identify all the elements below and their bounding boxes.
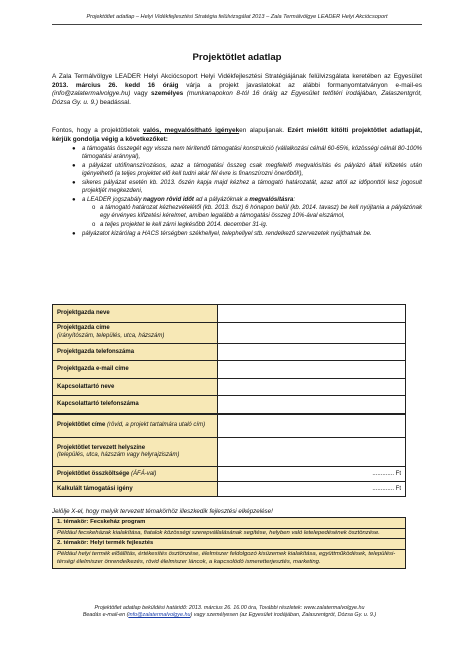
page-title: Projektötlet adatlap: [192, 52, 282, 63]
intro-text: beadással.: [98, 98, 131, 106]
contact-name-field[interactable]: [218, 378, 406, 396]
project-owner-form: [52, 304, 406, 414]
intro-email: (info@zalatermalvolgye.hu): [52, 90, 131, 98]
label-text: Projektötlet összköltsége: [57, 471, 130, 477]
list-item: [52, 145, 422, 161]
criteria-emphasis: megvalósításra: [249, 196, 294, 203]
table-row: [53, 361, 406, 379]
topic-table: [52, 517, 406, 569]
form-label: [53, 482, 218, 497]
field-value: ............. Ft: [372, 486, 401, 492]
bullet-icon: ●: [72, 230, 76, 237]
topic-title: 2. témakör: Helyi termék fejlesztés: [53, 539, 406, 550]
intro-office-hours: (munkanapokon 8-tól 16 óráig az Egyesület tetőtéri irodájában, Zalaszentgrót, Dózsa Gy. u. 9.): [52, 90, 423, 106]
list-item: [52, 162, 422, 178]
intro-text: várja a projekt javaslatokat az alábbi formanyomtatványon e-mail-es: [178, 81, 422, 89]
topic-description: Például fecskeházak kialakítása, fiatalok közösségi szerepvállalásának segítése, helyben való letelepedésének ösztönzése.: [53, 528, 406, 539]
table-row: [53, 415, 406, 438]
table-row[interactable]: [53, 518, 406, 529]
label-text: Kapcsolattartó neve: [57, 383, 115, 390]
subcriteria-text: a teljes projektet le kell zárni legkésőbb 2014. december 31-ig.: [100, 221, 268, 228]
footer-text: ) vagy személyesen (az Egyesület irodájában, Zalaszentgrót, Dózsa Gy. u. 9.): [190, 612, 377, 619]
form-label: [53, 467, 218, 482]
page-header: Projektötlet adatlap – Helyi Vidékfejlesztési Stratégia felülvizsgálat 2013 – Zala Termálvölgye LEADER Helyi Akciócsoport: [86, 14, 388, 20]
label-text: Projektgazda telefonszáma: [57, 348, 135, 355]
deadline-text: 2013. március 26. kedd 16 óráig: [52, 81, 179, 89]
footer-line: Projektötlet adatlap beküldési határidő: 2013. március 26. 16.00 óra, További részletek: www.zalatermalvolgye.hu: [94, 605, 365, 611]
list-item: [82, 221, 422, 229]
form-label: [53, 343, 218, 361]
table-row[interactable]: [53, 539, 406, 550]
project-details-form: [52, 414, 406, 497]
form-label: [53, 361, 218, 379]
intro-personal: személyes: [151, 90, 184, 98]
table-row: [53, 438, 406, 467]
list-item: [52, 179, 422, 195]
bullet-icon: ●: [72, 179, 76, 186]
project-location-field[interactable]: [218, 438, 406, 467]
form-label: [53, 396, 218, 414]
criteria-text: a LEADER jogszabály: [82, 196, 144, 203]
bullet-icon: ●: [72, 196, 76, 203]
criteria-text: a pályázat utófinanszírozásos, azaz a támogatási összeg csak megfelelő megvalósítás és pályázó általi kifizetés után igényelhető (a teljes projektet elő kell tudni akár fél évre is finanszírozni önerőből!),: [82, 162, 422, 178]
table-row: [53, 305, 406, 323]
circle-bullet-icon: o: [92, 221, 96, 228]
criteria-text: sikeres pályázat esetén kb. 2013. őszén kapja majd kézhez a támogató határozatát, azaz attól az időponttól lesz jogosult projektjét megkezdeni,: [82, 179, 422, 195]
label-subtext: (rövid, a projekt tartalmára utaló cím): [107, 422, 206, 429]
owner-name-field[interactable]: [218, 305, 406, 323]
list-item: [52, 230, 422, 238]
table-row: [53, 322, 406, 343]
label-text: Projektötlet tervezett helyszíne: [57, 444, 146, 451]
table-row: [53, 467, 406, 482]
intro2-emphasis: valós, megvalósítható igények: [142, 127, 240, 134]
topic-instruction: Jelölje X-el, hogy melyik tervezett témakörhöz illeszkedik fejlesztési elképzelése!: [52, 508, 273, 515]
label-text: Projektgazda címe: [57, 325, 110, 331]
topic-description: Például helyi termék előállítás, értékesítés ösztönzése, élelmiszer feldolgozó kisüzemek kialakítása, együttműködések, települési-térségi élelmiszer önrendelkezés, rövid élelmiszer láncok, a kapcsolódó ismeretterjesztés, marketing.: [53, 550, 406, 568]
bullet-icon: ●: [72, 162, 76, 169]
owner-email-field[interactable]: [218, 361, 406, 379]
label-text: Projektgazda neve: [57, 310, 110, 317]
criteria-text: ad a pályázóknak a: [193, 196, 250, 203]
table-row: [53, 378, 406, 396]
table-row: [53, 396, 406, 414]
field-value: ............. Ft: [372, 471, 401, 477]
form-label: [53, 322, 218, 343]
intro2-text: Fontos, hogy a projektötletek: [52, 127, 143, 134]
intro-paragraph: [52, 73, 422, 107]
label-subtext: (település, utca, házszám vagy helyrajziszám): [57, 452, 180, 458]
footer-email-link[interactable]: info@zalatermalvolgye.hu: [128, 612, 191, 619]
list-item: [52, 196, 422, 229]
intro2-text: en alapuljanak.: [239, 127, 288, 134]
list-item: [82, 204, 422, 220]
table-row: [53, 550, 406, 568]
intro2-bold: Ezért mielőtt kitölti projektötlet adatlapját, kérjük gondolja végig a következőket:: [52, 127, 422, 143]
label-text: Kalkulált támogatási igény: [57, 486, 133, 492]
intro-text: A Zala Termálvölgye LEADER Helyi Akciócsoport Helyi Vidékfejlesztési Stratégiájának felülvizsgálata keretében az Egyesület: [52, 73, 422, 80]
criteria-text: pályázatot kizárólag a HACS térségben székhellyel, telephellyel stb. rendelkező szervezetek nyújthatnak be.: [82, 230, 372, 237]
sub-criteria-list: [82, 204, 422, 229]
form-label: [53, 378, 218, 396]
owner-phone-field[interactable]: [218, 343, 406, 361]
total-cost-field[interactable]: [218, 467, 406, 482]
project-title-field[interactable]: [218, 415, 406, 438]
criteria-list: [52, 145, 422, 238]
table-row: [53, 343, 406, 361]
label-text: Projektgazda e-mail címe: [57, 366, 129, 373]
header-rule: [52, 24, 422, 25]
subcriteria-text: a támogató határozat kézhezvételétől (kb. 2013. ősz) 6 hónapon belül (kb. 2014. tavasz) be kell nyújtania a pályázónak egy érvényes kifizetési kérelmet, amiben legalább a támogatási összeg 10%-ával elszámol,: [100, 204, 422, 220]
label-subtext: (irányítószám, település, utca, házszám): [57, 332, 165, 339]
label-text: Projektötlet címe: [57, 422, 106, 429]
intro-text: vagy: [130, 90, 152, 98]
topic-title: 1. témakör: Fecskeház program: [53, 518, 406, 529]
bullet-icon: ●: [72, 146, 76, 152]
criteria-emphasis: nagyon rövid időt: [143, 196, 194, 203]
page-footer: [40, 605, 419, 619]
form-label: [53, 438, 218, 467]
intro-paragraph-2: [52, 127, 422, 144]
criteria-text: a támogatás összegét egy vissza nem térítendő támogatási konstrukció (vállalkozási célnál 60-65%, közösségi célnál 80-100% támogatási aránnyal),: [82, 146, 422, 161]
footer-text: Beadás e-mail-en (: [82, 612, 129, 619]
criteria-text: :: [293, 196, 296, 203]
support-claim-field[interactable]: [218, 482, 406, 497]
footer-line: [40, 612, 419, 619]
owner-address-field[interactable]: [218, 322, 406, 343]
contact-phone-field[interactable]: [218, 396, 406, 414]
form-label: [53, 415, 218, 438]
table-row: [53, 528, 406, 539]
form-label: [53, 305, 218, 323]
label-text: Kapcsolattartó telefonszáma: [57, 401, 139, 408]
table-row: [53, 482, 406, 497]
label-subtext: (ÁFÁ-val): [131, 471, 157, 477]
circle-bullet-icon: o: [92, 204, 96, 211]
